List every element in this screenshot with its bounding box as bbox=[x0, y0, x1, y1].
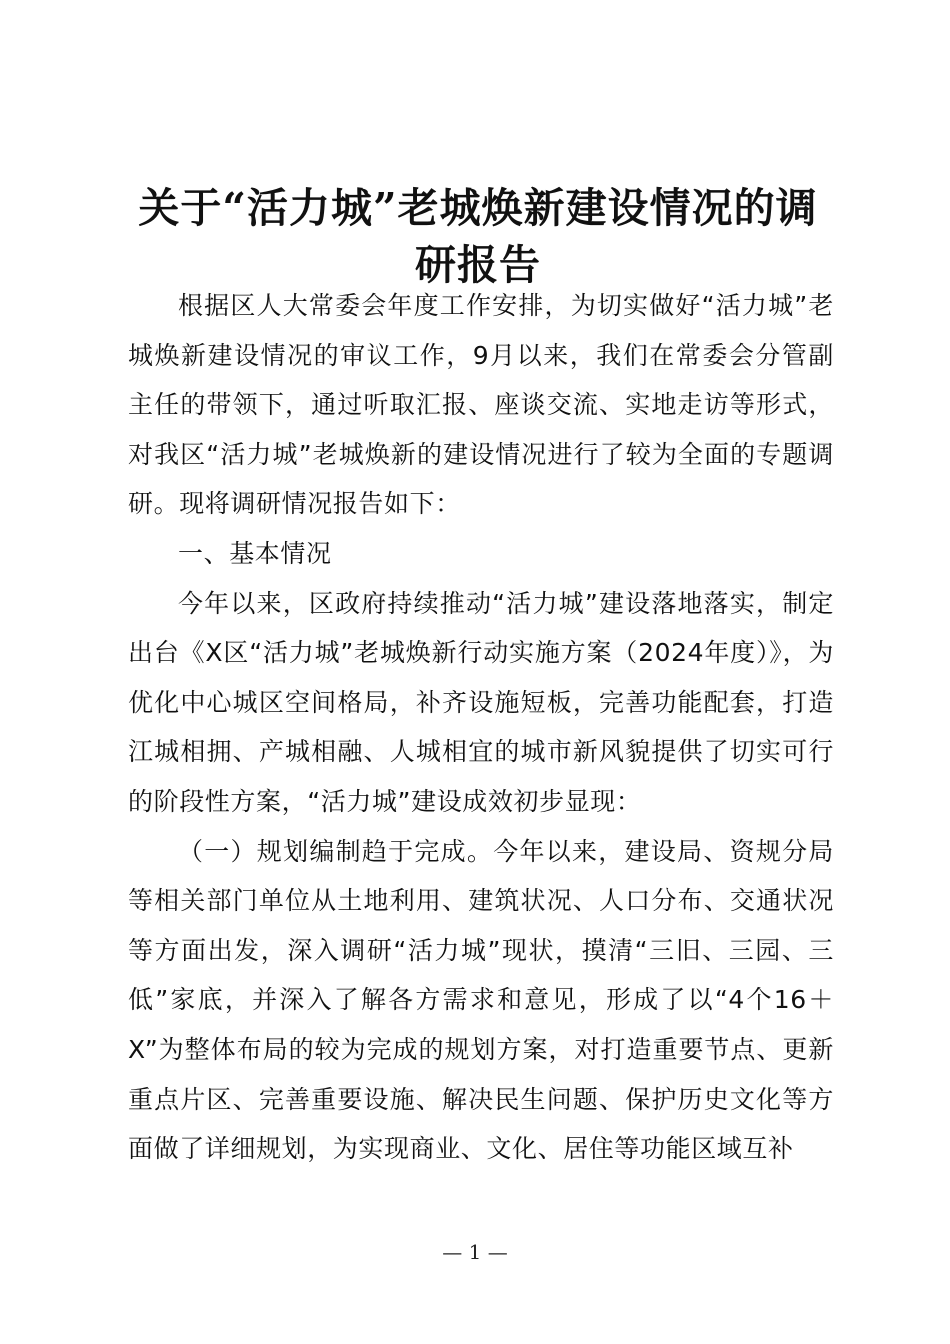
paragraph-planning: （一）规划编制趋于完成。今年以来，建设局、资规分局等相关部门单位从土地利用、建筑状况、人口分布、交通状况等方面出发，深入调研“活力城”现状，摸清“三旧、三园、三低”家底，并深入了解各方需求和意见，形成了以“4个16＋X”为整体布局的较为完成的规划方案，对打造重要节点、更新重点片区、完善重要设施、解决民生问题、保护历史文化等方面做了详细规划，为实现商业、文化、居住等功能区域互补 bbox=[128, 836, 834, 1164]
document-body bbox=[128, 281, 834, 1174]
section-heading-basic-situation: 一、基本情况 bbox=[178, 538, 332, 568]
document-title: 关于“活力城”老城焕新建设情况的调研报告 bbox=[138, 184, 818, 289]
paragraph-overview: 今年以来，区政府持续推动“活力城”建设落地落实，制定出台《X区“活力城”老城焕新行动实施方案（2024年度）》，为优化中心城区空间格局，补齐设施短板，完善功能配套，打造江城相拥、产城相融、人城相宜的城市新风貌提供了切实可行的阶段性方案，“活力城”建设成效初步显现： bbox=[128, 588, 834, 816]
paragraph-intro: 根据区人大常委会年度工作安排，为切实做好“活力城”老城焕新建设情况的审议工作，9月以来，我们在常委会分管副主任的带领下，通过听取汇报、座谈交流、实地走访等形式，对我区“活力城”老城焕新的建设情况进行了较为全面的专题调研。现将调研情况报告如下： bbox=[128, 291, 834, 519]
page-number: — 1 — bbox=[442, 1240, 508, 1264]
